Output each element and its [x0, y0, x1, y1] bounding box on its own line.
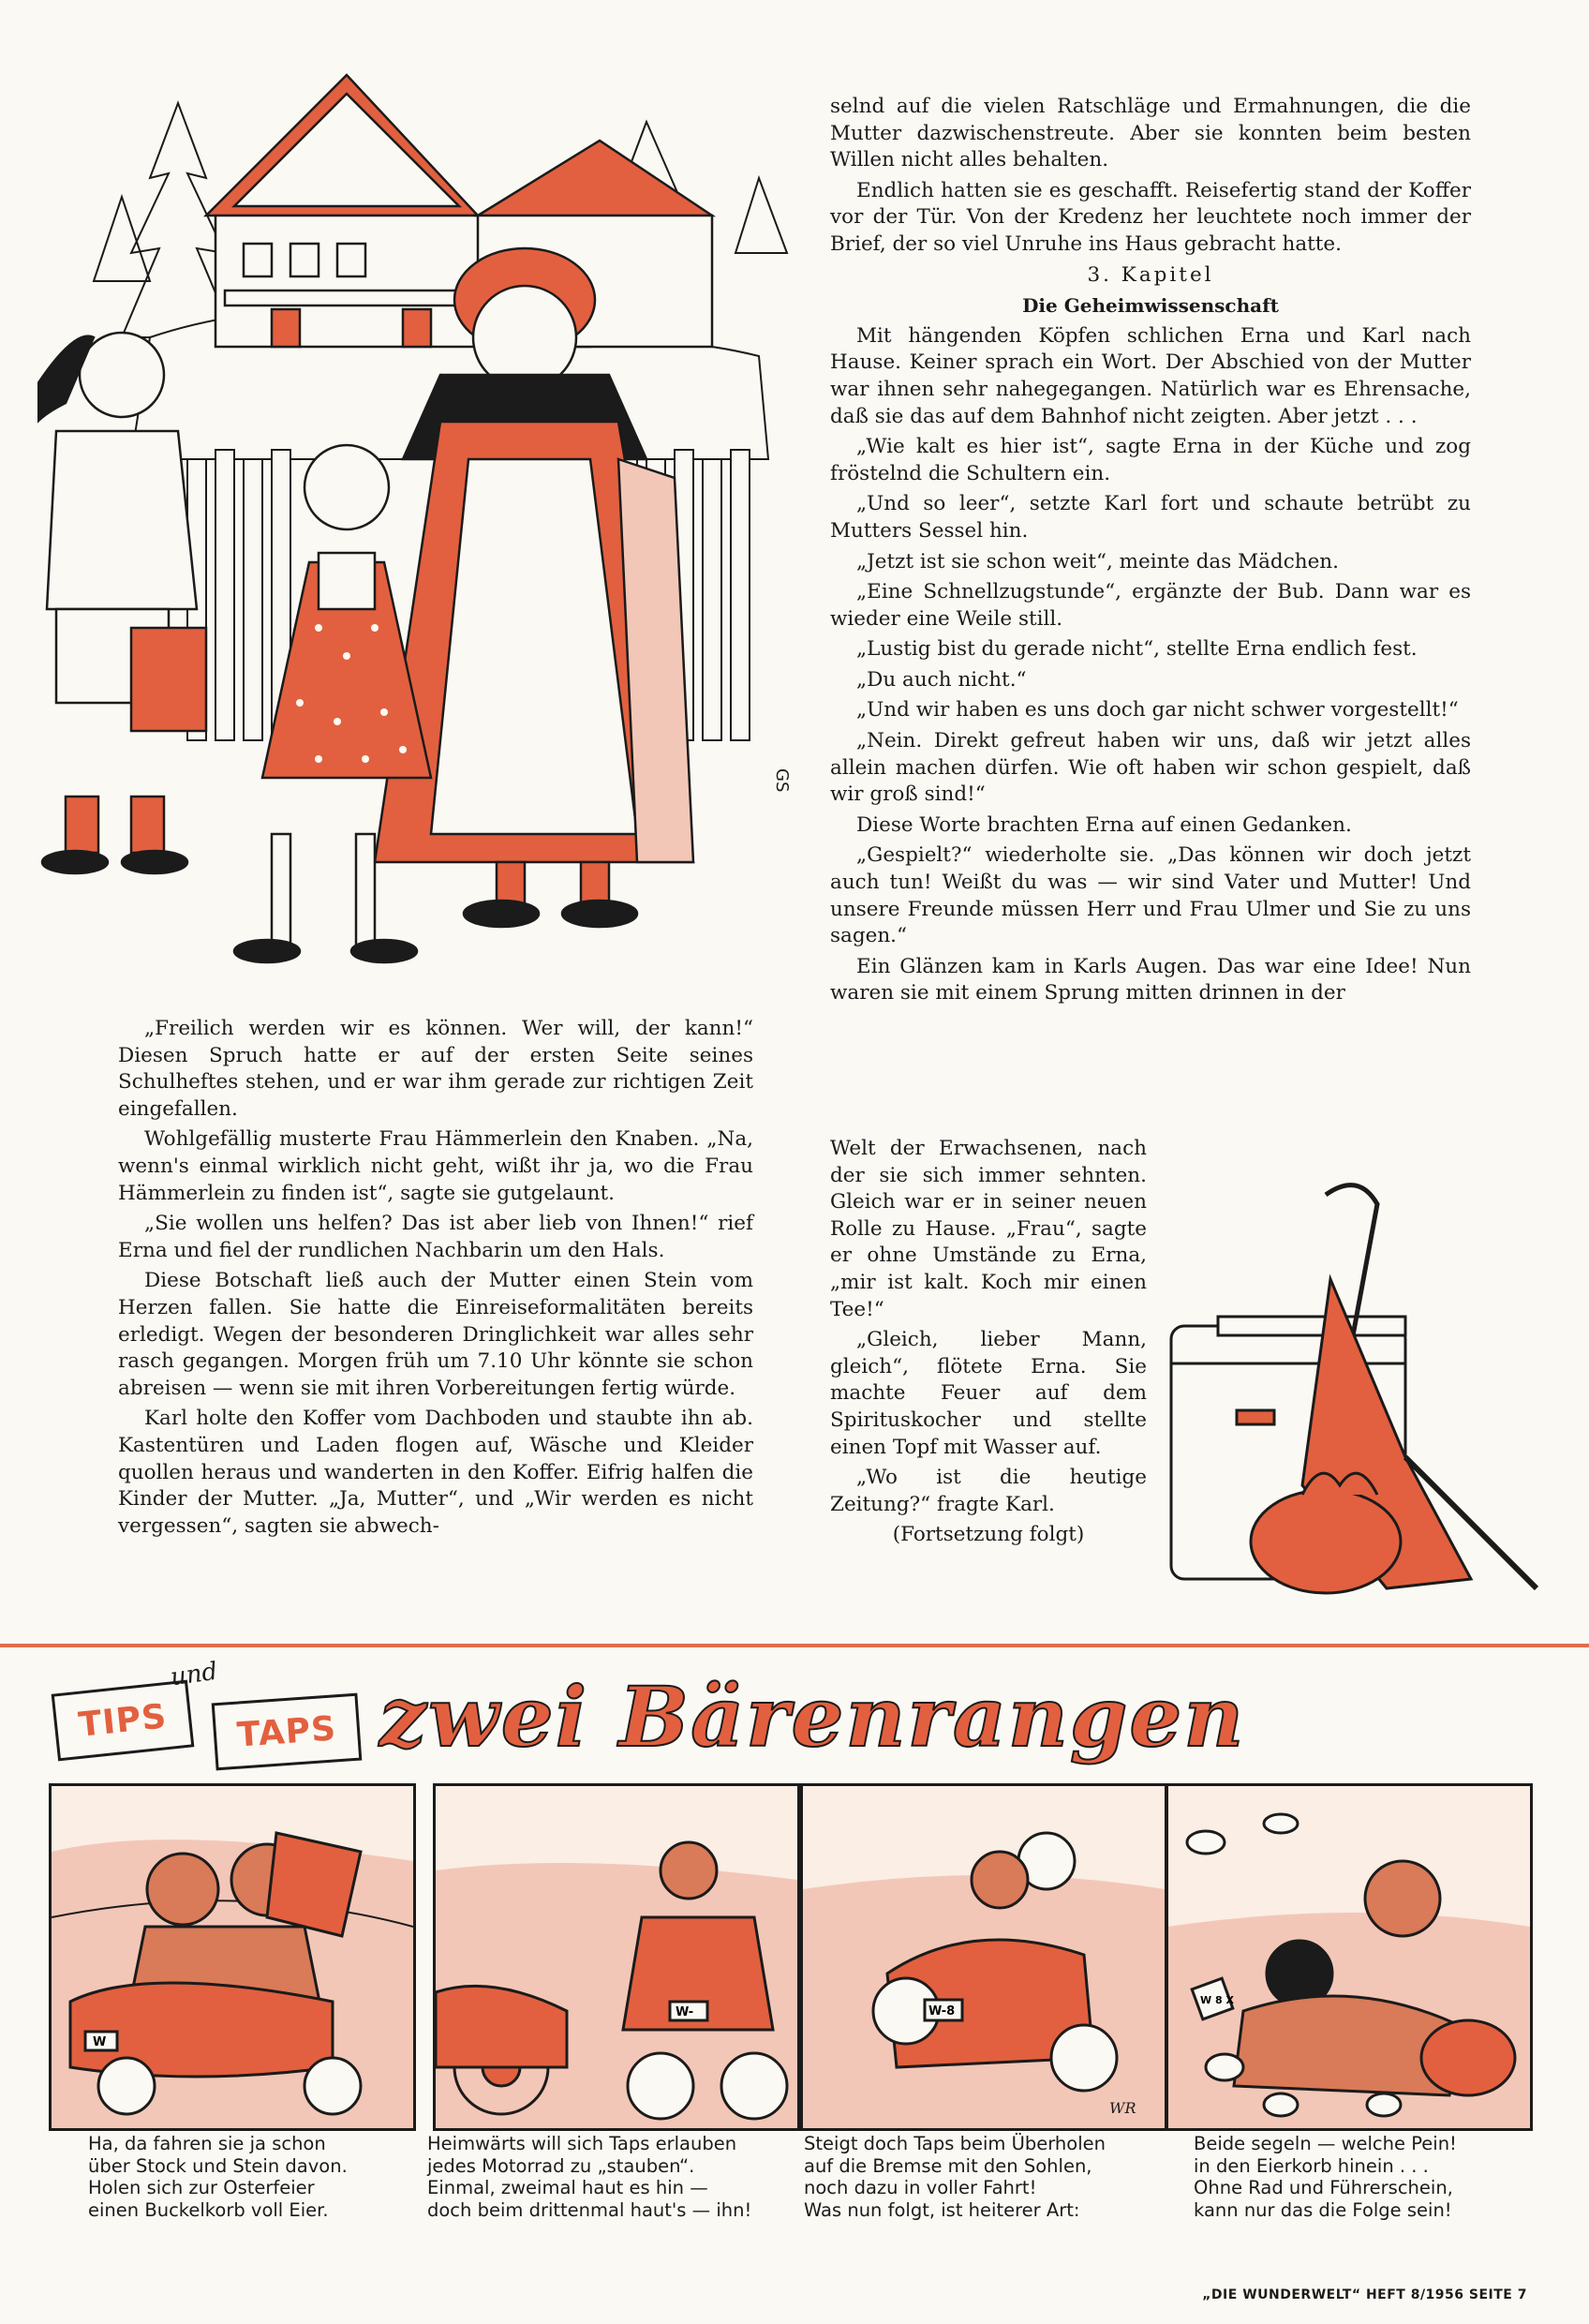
- plate-3: W-8: [928, 2004, 956, 2019]
- caption-line: Steigt doch Taps beim Überholen: [804, 2133, 1106, 2154]
- comic-panel-1: [49, 1783, 416, 2131]
- paragraph: „Lustig bist du gerade nicht“, stellte Erna endlich fest.: [856, 637, 1418, 662]
- comic-panel-2: [433, 1783, 800, 2131]
- left-story-column: [118, 1016, 753, 1543]
- paragraph: „Gleich, lieber Mann, gleich“, flötete Erna. Sie machte Feuer auf dem Spirituskocher und stellte einen Topf mit Wasser auf.: [830, 1328, 1147, 1459]
- paragraph: „Wo ist die heutige Zeitung?“ fragte Karl.: [830, 1466, 1147, 1516]
- caption-3: [804, 2133, 1169, 2221]
- paragraph: „Freilich werden wir es können. Wer will, der kann!“ Diesen Spruch hatte er auf der ersten Seite seines Schulheftes stehen, und er war ihm gerade zur richtigen Zeit eingefallen.: [118, 1017, 753, 1121]
- und-label: und: [169, 1657, 219, 1692]
- caption-line: noch dazu in voller Fahrt!: [804, 2177, 1037, 2198]
- caption-line: über Stock und Stein davon.: [88, 2154, 348, 2177]
- caption-line: Holen sich zur Osterfeier: [88, 2177, 315, 2198]
- panel-1-drawing: [52, 1786, 413, 2128]
- right-story-column: [830, 94, 1471, 1011]
- caption-4: [1194, 2133, 1559, 2221]
- paragraph: selnd auf die vielen Ratschläge und Ermahnungen, die die Mutter dazwischenstreute. Aber sie konnten beim besten Willen nicht alles behalten.: [830, 95, 1471, 172]
- caption-1: [88, 2133, 453, 2221]
- caption-line: jedes Motorrad zu „stauben“.: [427, 2154, 695, 2177]
- caption-line: Heimwärts will sich Taps erlauben: [427, 2133, 737, 2154]
- comic-panel-3: [800, 1783, 1167, 2131]
- paragraph: „Sie wollen uns helfen? Das ist aber lieb von Ihnen!“ rief Erna und fiel der rundlichen Nachbarin um den Hals.: [118, 1212, 753, 1262]
- artist-mark: WR: [1109, 2099, 1136, 2117]
- caption-line: auf die Bremse mit den Sohlen,: [804, 2154, 1092, 2177]
- chapter-number: 3. Kapitel: [1087, 262, 1214, 287]
- paragraph: Karl holte den Koffer vom Dachboden und staubte ihn ab. Kastentüren und Laden flogen auf, Wäsche und Kleider quollen heraus und wanderten in den Koffer. Eifrig halfen die Kinder der Mutter. „Ja, Mutter“, und „Wir werden es nicht vergessen“, sagten sie abwech-: [118, 1407, 753, 1538]
- caption-line: kann nur das die Folge sein!: [1194, 2198, 1452, 2221]
- caption-line: in den Eierkorb hinein . . .: [1194, 2154, 1429, 2177]
- comic-divider: [0, 1644, 1589, 1647]
- right-story-column-narrow: [830, 1136, 1147, 1553]
- caption-line: doch beim drittenmal haut's — ihn!: [427, 2198, 752, 2221]
- paragraph: „Nein. Direkt gefreut haben wir uns, daß wir jetzt alles allein machen dürfen. Wie oft haben wir schon gespielt, daß wir groß sind!“: [830, 729, 1471, 807]
- caption-line: Beide segeln — welche Pein!: [1194, 2133, 1457, 2154]
- paragraph: Diese Botschaft ließ auch der Mutter einen Stein vom Herzen fallen. Sie hatte die Einreiseformalitäten bereits erledigt. Wegen der besonderen Dringlichkeit war alles sehr rasch gegangen. Morgen früh um 7.10 Uhr könnte sie schon abreisen — wenn sie mit ihren Vorbereitungen fertig würde.: [118, 1269, 753, 1400]
- caption-line: Ohne Rad und Führerschein,: [1194, 2177, 1453, 2198]
- tips-label: TIPS: [76, 1696, 170, 1745]
- plate-1: W: [93, 2035, 107, 2049]
- illustrator-initials: GS: [772, 768, 792, 793]
- suitcase-illustration: [1162, 1176, 1565, 1607]
- paragraph: „Jetzt ist sie schon weit“, meinte das Mädchen.: [856, 549, 1339, 574]
- chapter-title: Die Geheimwissenschaft: [1022, 294, 1279, 318]
- paragraph: „Und wir haben es uns doch gar nicht schwer vorgestellt!“: [856, 698, 1459, 723]
- taps-sign: [212, 1693, 363, 1771]
- paragraph: „Du auch nicht.“: [856, 667, 1027, 692]
- paragraph: „Eine Schnellzugstunde“, ergänzte der Bub. Dann war es wieder eine Weile still.: [830, 580, 1471, 631]
- paragraph: Diese Worte brachten Erna auf einen Gedanken.: [856, 812, 1352, 837]
- caption-2: [427, 2133, 793, 2221]
- caption-line: Ha, da fahren sie ja schon: [88, 2133, 326, 2154]
- panel-2-drawing: [436, 1786, 797, 2128]
- magazine-name: „DIE WUNDERWELT“: [1202, 2287, 1361, 2302]
- plate-2: W-: [676, 2005, 694, 2019]
- plate-4: W 8 X: [1200, 1994, 1234, 2006]
- comic-panel-4: [1166, 1783, 1533, 2131]
- paragraph: Endlich hatten sie es geschafft. Reisefertig stand der Koffer vor der Tür. Von der Kredenz her leuchtete noch immer der Brief, der so viel Unruhe ins Haus gebracht hatte.: [830, 178, 1471, 256]
- paragraph: Wohlgefällig musterte Frau Hämmerlein den Knaben. „Na, wenn's einmal wirklich nicht geht, wißt ihr ja, wo die Frau Hämmerlein zu finden ist“, sagte sie gutgelaunt.: [118, 1127, 753, 1205]
- caption-line: Einmal, zweimal haut es hin —: [427, 2177, 708, 2198]
- taps-label: TAPS: [235, 1708, 338, 1755]
- panel-4-drawing: [1168, 1786, 1530, 2128]
- paragraph: „Gespielt?“ wiederholte sie. „Das können wir doch jetzt auch tun! Weißt du was — wir sind Vater und Mutter! Und unsere Freunde müssen Herr und Frau Ulmer und Sie zu uns sagen.“: [830, 843, 1471, 948]
- continuation-note: (Fortsetzung folgt): [892, 1523, 1085, 1547]
- caption-line: Was nun folgt, ist heiterer Art:: [804, 2198, 1080, 2221]
- paragraph: „Und so leer“, setzte Karl fort und schaute betrübt zu Mutters Sessel hin.: [830, 492, 1471, 543]
- comic-title: zwei Bärenrangen: [379, 1668, 1246, 1765]
- paragraph: Welt der Erwachsenen, nach der sie sich immer sehnten. Gleich war er in seiner neuen Rolle zu Hause. „Frau“, sagte er ohne Umstände zu Erna, „mir ist kalt. Koch mir einen Tee!“: [830, 1137, 1147, 1321]
- story-illustration-family: [37, 66, 815, 993]
- issue-number: HEFT 8/1956: [1365, 2287, 1464, 2302]
- panel-3-drawing: [803, 1786, 1165, 2128]
- page-number: SEITE 7: [1468, 2287, 1527, 2302]
- paragraph: „Wie kalt es hier ist“, sagte Erna in der Küche und zog fröstelnd die Schultern ein.: [830, 435, 1471, 485]
- tips-sign: [52, 1680, 195, 1762]
- page-footer: [1202, 2287, 1527, 2302]
- paragraph: Ein Glänzen kam in Karls Augen. Das war eine Idee! Nun waren sie mit einem Sprung mitten drinnen in der: [830, 954, 1471, 1006]
- caption-line: einen Buckelkorb voll Eier.: [88, 2198, 329, 2221]
- paragraph: Mit hängenden Köpfen schlichen Erna und Karl nach Hause. Keiner sprach ein Wort. Der Abschied von der Mutter war ihnen sehr nahegegangen. Natürlich war es Ehrensache, daß sie das auf dem Bahnhof nicht zeigten. Aber jetzt . . .: [830, 323, 1471, 428]
